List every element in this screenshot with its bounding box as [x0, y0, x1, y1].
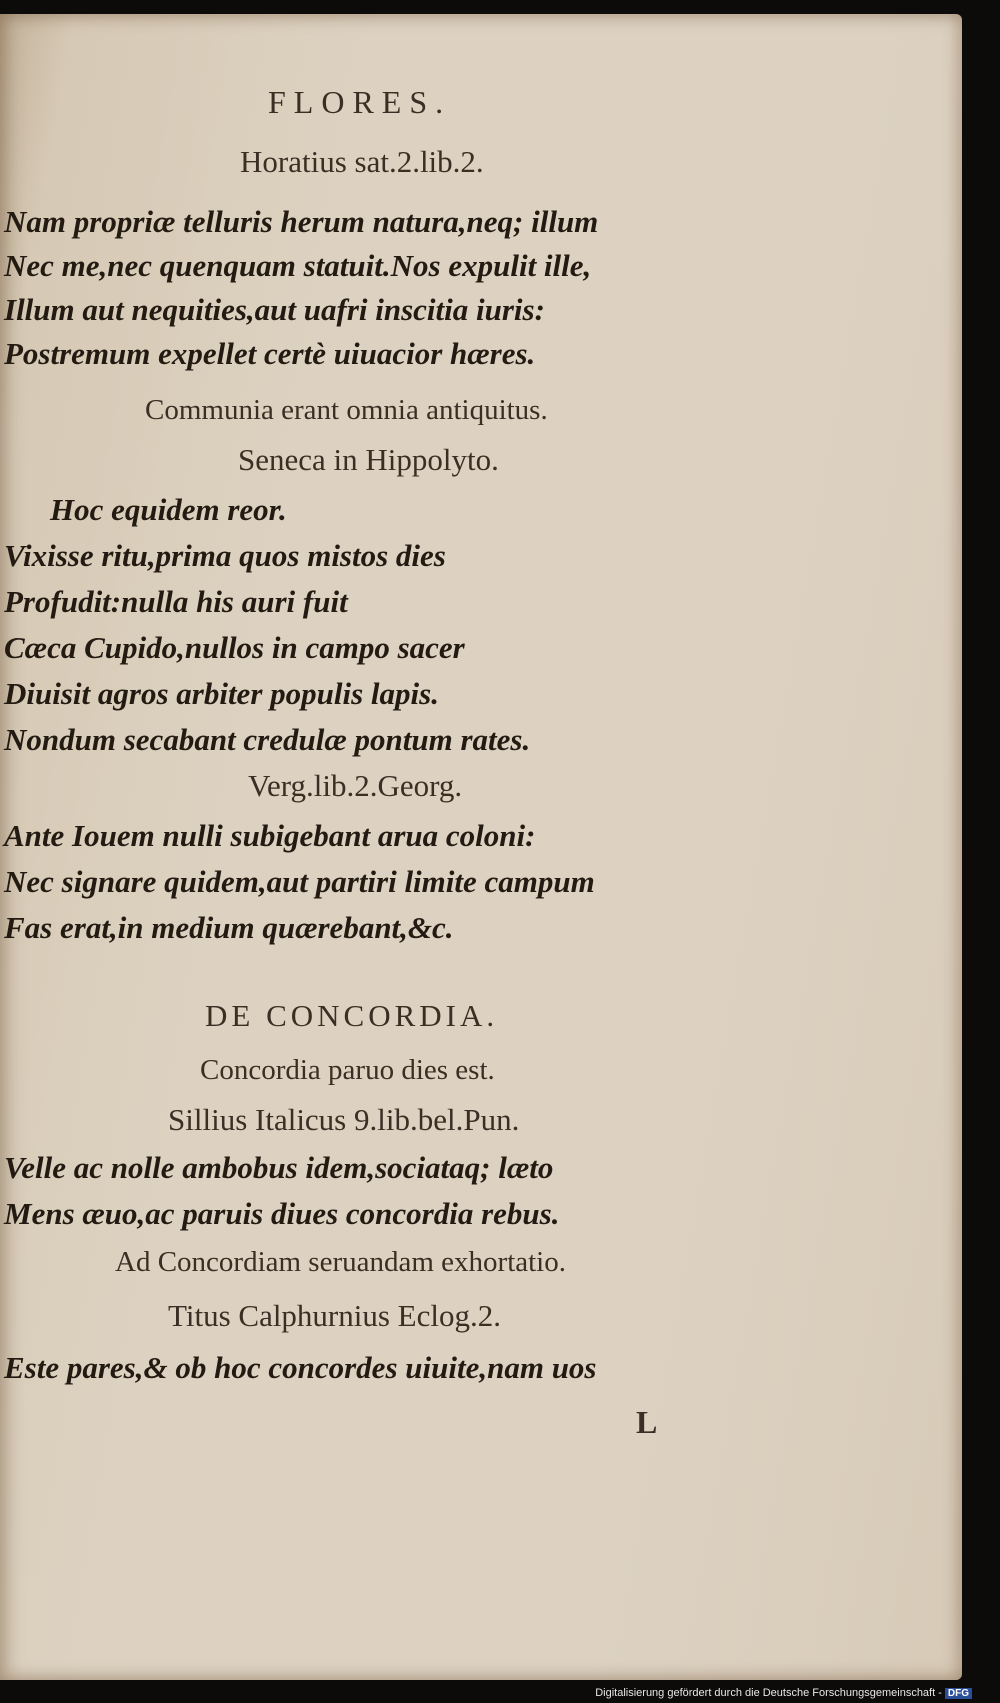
- source-heading: Seneca in Hippolyto.: [238, 442, 499, 477]
- verse-line: Diuisit agros arbiter populis lapis.: [4, 676, 439, 711]
- source-heading: Verg.lib.2.Georg.: [248, 768, 463, 803]
- verse-line: Vixisse ritu,prima quos mistos dies: [4, 538, 446, 573]
- verse-line: Velle ac nolle ambobus idem,sociataq; læto: [4, 1150, 554, 1185]
- verse-line: Nam propriæ telluris herum natura,neq; illum: [4, 204, 599, 239]
- verse-line: Ante Iouem nulli subigebant arua coloni:: [4, 818, 536, 853]
- digitization-credit: [595, 1687, 972, 1699]
- source-heading: Titus Calphurnius Eclog.2.: [168, 1298, 501, 1333]
- source-heading: Horatius sat.2.lib.2.: [240, 144, 484, 179]
- section-heading: Concordia paruo dies est.: [200, 1054, 495, 1086]
- verse-line: Illum aut nequities,aut uafri inscitia iuris:: [4, 292, 545, 327]
- verse-line: Nondum secabant credulæ pontum rates.: [4, 722, 531, 757]
- verse-line: Postremum expellet certè uiuacior hæres.: [4, 336, 536, 371]
- source-heading: Sillius Italicus 9.lib.bel.Pun.: [168, 1102, 520, 1137]
- verse-line: Nec me,nec quenquam statuit.Nos expulit ille,: [4, 248, 592, 283]
- chapter-heading: DE CONCORDIA.: [205, 998, 499, 1033]
- verse-line: Mens æuo,ac paruis diues concordia rebus.: [4, 1196, 560, 1231]
- book-page: [0, 14, 962, 1680]
- section-heading: Ad Concordiam seruandam exhortatio.: [115, 1246, 566, 1278]
- verse-line: Cæca Cupido,nullos in campo sacer: [4, 630, 465, 665]
- signature-mark: L: [636, 1404, 658, 1440]
- verse-line: Fas erat,in medium quærebant,&c.: [4, 910, 454, 945]
- running-head: FLORES.: [268, 84, 452, 120]
- verse-line: Nec signare quidem,aut partiri limite campum: [4, 864, 595, 899]
- section-heading: Communia erant omnia antiquitus.: [145, 394, 548, 426]
- verse-line: Profudit:nulla his auri fuit: [4, 584, 348, 619]
- verse-line: Hoc equidem reor.: [50, 492, 287, 527]
- verse-line: Este pares,& ob hoc concordes uiuite,nam uos: [4, 1350, 597, 1385]
- dfg-logo: DFG: [945, 1688, 972, 1699]
- credit-text: Digitalisierung gefördert durch die Deutsche Forschungsgemeinschaft -: [595, 1687, 942, 1699]
